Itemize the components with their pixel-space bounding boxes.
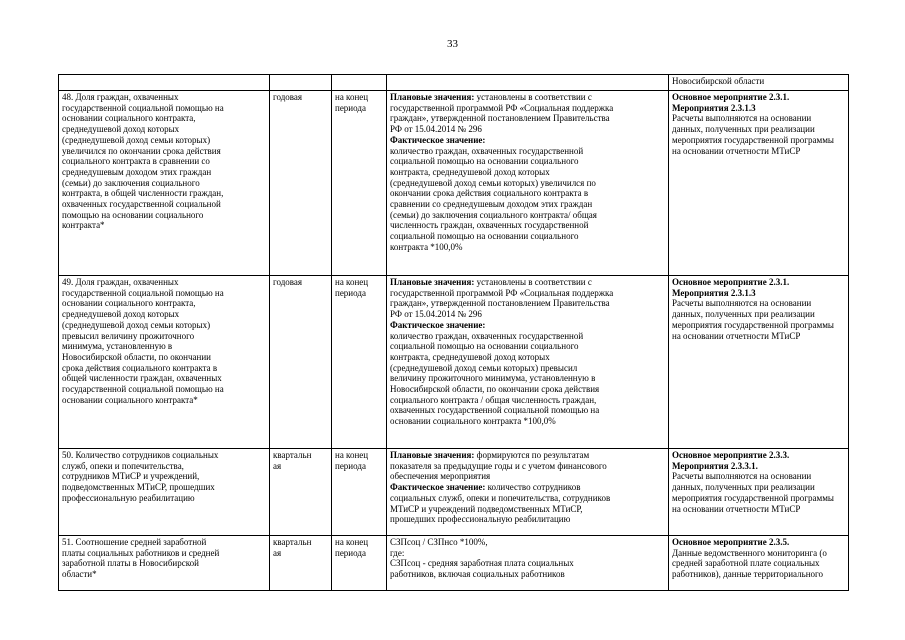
actual-value-text: социальной помощью на основании социального [390,341,579,352]
indicator-text: срока действия социального контракта в [62,362,218,373]
indicator-cell [59,449,270,536]
indicator-text: Новосибирской области, по окончании [62,351,211,362]
indicator-text: превысил величину прожиточного [62,330,195,341]
indicator-text: общей численности граждан, охваченных [62,373,222,384]
actual-value-text: (среднедушевой доход семьи которых) увеличился по [390,177,596,188]
frequency-cell [270,91,332,276]
indicator-text: 49. Доля граждан, охваченных [62,277,179,287]
frequency-cell [270,536,332,591]
indicator-text: государственной социальной помощью на [62,102,224,113]
actual-value-text: количество сотрудников [485,482,581,493]
measure-title: Основное мероприятие 2.3.5. [672,537,790,547]
measure-text: мероприятия государственной программы [672,319,834,330]
indicator-text: (среднедушевой доход семьи которых) [62,319,211,330]
planned-values-text: граждан», утвержденной постановлением Правительства [390,113,610,124]
period-text: периода [335,287,366,298]
indicator-text: основании социального контракта, [62,298,196,309]
actual-value-text: прошедших профессиональную реабилитацию [390,514,571,525]
indicator-cell [59,536,270,591]
period-text: периода [335,102,366,113]
measure-text: Расчеты выполняются на основании [672,298,812,309]
indicator-text: минимума, установленную в [62,341,173,352]
measure-text: работников), данные территориального [672,569,824,580]
planned-values-label: Плановые значения: [390,92,475,102]
period-cell [332,276,387,449]
actual-value-line [390,135,665,146]
indicator-text: 48. Доля граждан, охваченных [62,92,179,102]
measure-text: Расчеты выполняются на основании [672,471,812,482]
table-row [59,91,849,276]
measure-text: мероприятия государственной программы [672,134,834,145]
actual-value-text: социальной помощью на основании социального [390,156,579,167]
indicator-text: контракта, в общей численности граждан, [62,188,224,199]
actual-value-text: социального контракта / общая численность граждан, [390,394,597,405]
indicator-text: 51. Соотношение средней заработной [62,537,207,547]
page-number: 33 [447,38,458,50]
period-text: на конец [335,277,369,287]
indicators-table [58,74,849,591]
measure-cell [669,75,849,91]
measure-cell [669,536,849,591]
indicator-text: (семьи) до заключения социального [62,177,200,188]
actual-value-label: Фактическое значение: [390,319,486,330]
period-text: периода [335,547,366,558]
period-cell [332,449,387,536]
indicator-text: государственной социальной помощью на [62,287,224,298]
actual-value-text: социальной помощью на основании социального [390,231,579,242]
indicator-cell [59,91,270,276]
formula-text: СЗПсоц / СЗПнсо *100%, [390,537,488,547]
actual-value-text: количество граждан, охваченных государственной [390,145,584,156]
planned-values-text: государственной программой РФ «Социальная поддержка [390,102,614,113]
planned-values-text: обеспечения мероприятия [390,471,491,482]
indicator-text: контракта* [62,220,105,231]
period-text: на конец [335,450,369,460]
measure-text: данных, полученных при реализации [672,482,815,493]
actual-value-text: (среднедушевой доход семьи которых) превысил [390,362,578,373]
indicator-text: помощью на основании социального [62,209,204,220]
actual-value-text: основании социального контракта *100,0% [390,416,556,427]
actual-value-label: Фактическое значение: [390,134,486,145]
indicator-text: сотрудников МТиСР и учреждений, [62,471,200,482]
actual-value-text: Новосибирской области, по окончании срока действия [390,384,600,395]
planned-values-line [390,450,665,461]
actual-value-text: контракта *100,0% [390,241,463,252]
indicator-cell [59,75,270,91]
frequency-text: квартальн [273,450,312,460]
planned-values-text: установлены в соответствии с [474,92,592,102]
actual-value-text: окончании срока действия социального контракта в [390,188,589,199]
actual-value-text: охваченных государственной социальной помощью на [390,405,600,416]
measure-text: на основании отчетности МТиСР [672,503,801,514]
actual-value-text: сравнении со среднедушевым доходом этих граждан [390,199,593,210]
indicator-text: государственной социальной помощью на [62,384,224,395]
measure-cell [669,449,849,536]
actual-value-line [390,320,665,331]
measure-text: данных, полученных при реализации [672,309,815,320]
method-cell [387,276,669,449]
measure-cell [669,276,849,449]
actual-value-text: контракта, среднедушевой доход которых [390,351,550,362]
actual-value-text: социальных служб, опеки и попечительства, сотрудников [390,492,611,503]
method-cell [387,536,669,591]
measure-text: Данные ведомственного мониторинга (о [672,547,827,558]
table-row [59,536,849,591]
top-row-text: Новосибирской области [672,76,765,86]
frequency-text: квартальн [273,537,312,547]
measure-title: Основное мероприятие 2.3.1. [672,92,790,102]
planned-values-text: РФ от 15.04.2014 № 296 [390,124,482,135]
frequency-cell [270,276,332,449]
planned-values-label: Плановые значения: [390,277,475,287]
measure-text: средней заработной плате социальных [672,558,820,569]
indicator-text: платы социальных работников и средней [62,547,220,558]
table-row [59,449,849,536]
indicator-text: служб, опеки и попечительства, [62,460,184,471]
formula-text: работников, включая социальных работников [390,569,565,580]
frequency-cell [270,449,332,536]
period-text: периода [335,460,366,471]
actual-value-text: численность граждан, охваченных государственной [390,220,589,231]
measure-title: Основное мероприятие 2.3.1. [672,277,790,287]
planned-values-text: РФ от 15.04.2014 № 296 [390,309,482,320]
measure-title: Мероприятия 2.3.1.3 [672,287,756,298]
period-cell [332,536,387,591]
indicator-text: среднедушевой доход которых [62,124,180,135]
indicator-text: среднедушевым доходом этих граждан [62,166,212,177]
measure-title: Мероприятия 2.3.3.1. [672,460,758,471]
indicator-text: подведомственных МТиСР, прошедших [62,482,215,493]
period-text: на конец [335,92,369,102]
planned-values-text: показателя за предыдущие годы и с учетом финансового [390,460,607,471]
measure-title: Основное мероприятие 2.3.3. [672,450,790,460]
indicator-text: социального контракта в сравнении со [62,156,210,167]
measure-title: Мероприятия 2.3.1.3 [672,102,756,113]
planned-values-line [390,277,665,288]
frequency-text: ая [273,460,282,471]
measure-text: на основании отчетности МТиСР [672,145,801,156]
period-cell [332,91,387,276]
formula-text: СЗПсоц - средняя заработная плата социальных [390,558,574,569]
indicator-text: увеличился по окончании срока действия [62,145,221,156]
indicator-text: среднедушевой доход которых [62,309,180,320]
planned-values-text: граждан», утвержденной постановлением Правительства [390,298,610,309]
indicator-text: охваченных государственной социальной [62,199,221,210]
measure-text: Расчеты выполняются на основании [672,113,812,124]
actual-value-text: контракта, среднедушевой доход которых [390,166,550,177]
table-row [59,75,849,91]
planned-values-text: государственной программой РФ «Социальная поддержка [390,287,614,298]
actual-value-line [390,482,665,493]
planned-values-text: формируются по результатам [474,450,590,460]
planned-values-text: установлены в соответствии с [474,277,592,287]
indicator-text: области* [62,569,97,580]
actual-value-label: Фактическое значение: [390,482,486,493]
indicator-text: основании социального контракта* [62,394,198,405]
measure-text: мероприятия государственной программы [672,492,834,503]
actual-value-text: МТиСР и учреждений подведомственных МТиСР, [390,503,583,514]
indicator-text: (среднедушевой доход семьи которых) [62,134,211,145]
planned-values-label: Плановые значения: [390,450,475,460]
formula-text: где: [390,547,405,558]
indicator-text: 50. Количество сотрудников социальных [62,450,219,460]
frequency-text: годовая [273,277,303,287]
frequency-cell [270,75,332,91]
method-cell [387,449,669,536]
frequency-text: годовая [273,92,303,102]
indicator-text: профессиональную реабилитацию [62,492,195,503]
period-text: на конец [335,537,369,547]
table-row [59,276,849,449]
planned-values-line [390,92,665,103]
period-cell [332,75,387,91]
actual-value-text: количество граждан, охваченных государственной [390,330,584,341]
method-cell [387,91,669,276]
actual-value-text: величину прожиточного минимума, установленную в [390,373,596,384]
indicator-text: заработной платы в Новосибирской [62,558,199,569]
actual-value-text: (семьи) до заключения социального контракта/ общая [390,209,597,220]
measure-cell [669,91,849,276]
method-cell [387,75,669,91]
indicator-cell [59,276,270,449]
indicator-text: основании социального контракта, [62,113,196,124]
measure-text: данных, полученных при реализации [672,124,815,135]
frequency-text: ая [273,547,282,558]
measure-text: на основании отчетности МТиСР [672,330,801,341]
